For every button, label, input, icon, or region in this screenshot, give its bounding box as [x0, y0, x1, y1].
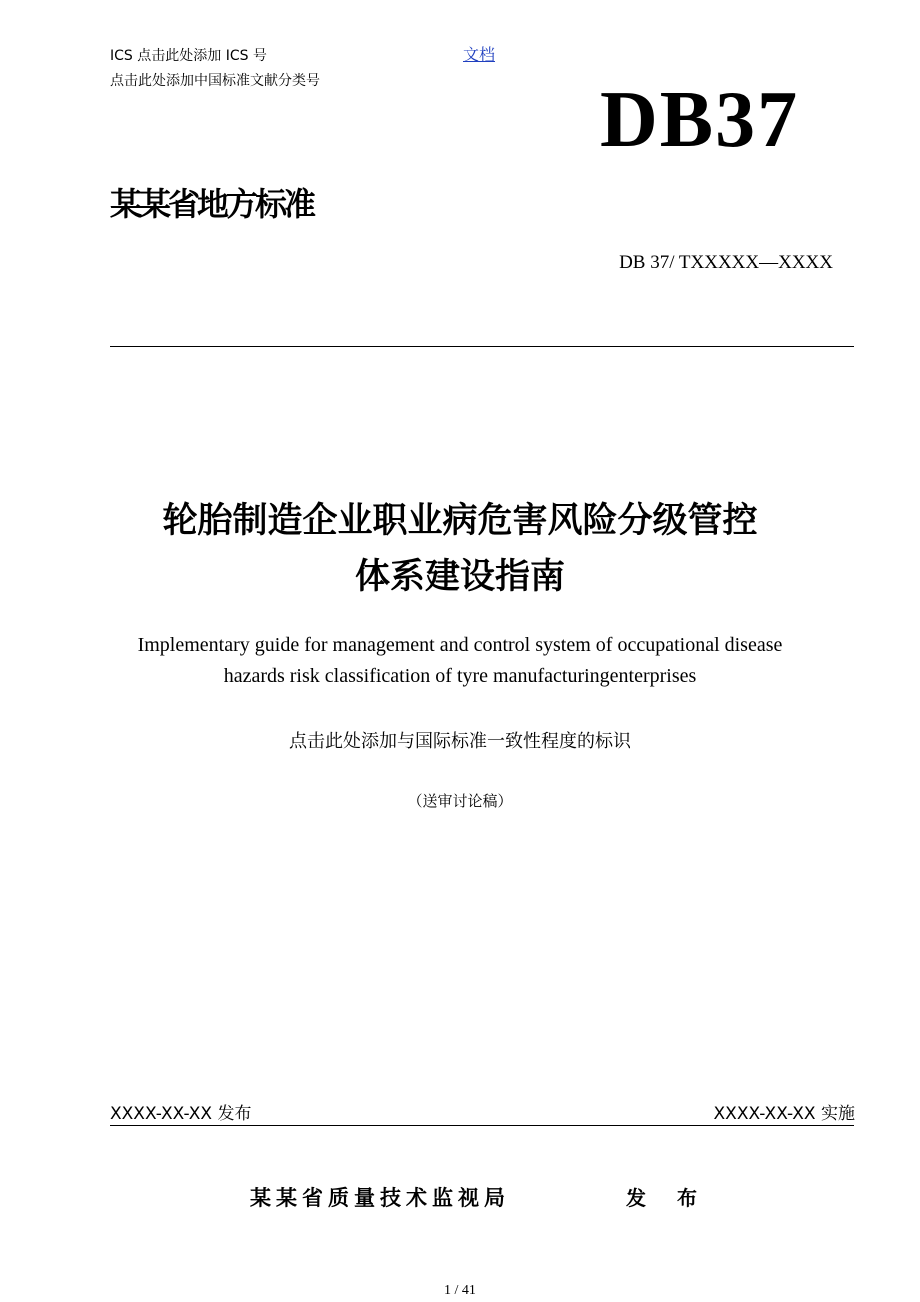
title-chinese-line-2: 体系建设指南: [354, 557, 565, 597]
document-link[interactable]: 文档: [463, 45, 496, 64]
title-chinese-line-1: 轮胎制造企业职业病危害风险分级管控: [162, 501, 758, 541]
publisher-name: 某某省质量技术监视局: [250, 1186, 510, 1210]
ics-number-line: ICS 点击此处添加 ICS 号: [110, 48, 267, 64]
title-english-line-2: hazards risk classification of tyre manufacturingenterprises: [223, 665, 697, 687]
ccs-classification-line: 点击此处添加中国标准文献分类号: [110, 73, 320, 89]
bottom-divider: [110, 1125, 854, 1126]
publish-label: 发 布: [626, 1186, 709, 1210]
page-number: 1 / 41: [444, 1283, 476, 1298]
title-english-line-1: Implementary guide for management and control system of occupational disease: [137, 634, 783, 656]
local-standard-label: 某某省地方标准: [110, 185, 314, 223]
standard-number: DB 37/ TXXXXX—XXXX: [619, 252, 833, 273]
draft-status: （送审讨论稿）: [407, 792, 513, 810]
standard-code: DB37: [600, 76, 800, 164]
issue-date: XXXX-XX-XX 发布: [110, 1104, 252, 1124]
implementation-date: XXXX-XX-XX 实施: [713, 1104, 855, 1124]
top-divider: [110, 346, 854, 347]
consistency-note: 点击此处添加与国际标准一致性程度的标识: [289, 731, 631, 752]
